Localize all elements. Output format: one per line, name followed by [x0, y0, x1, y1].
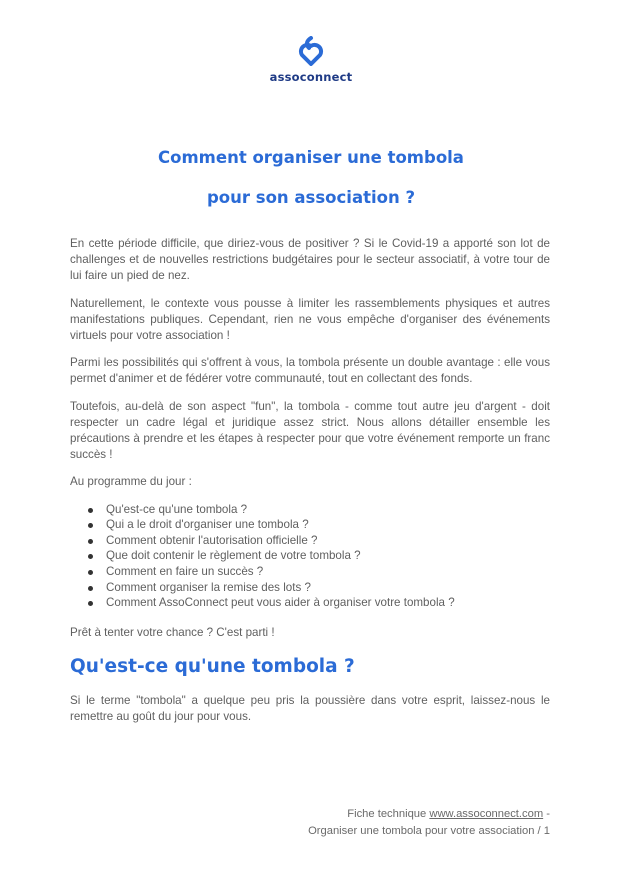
list-item: Comment organiser la remise des lots ? [106, 580, 550, 596]
section-heading: Qu'est-ce qu'une tombola ? [70, 656, 355, 677]
document-body [70, 236, 550, 737]
list-item: Qui a le droit d'organiser une tombola ? [106, 517, 550, 533]
list-item: Que doit contenir le règlement de votre tombola ? [106, 548, 550, 564]
list-item: Comment en faire un succès ? [106, 564, 550, 580]
page-footer [308, 806, 550, 839]
context-paragraph: Naturellement, le contexte vous pousse à limiter les rassemblements physiques et autres manifestations publiques. Cependant, rien ne vous empêche d'organiser des événements virtuels pour votre association ! [70, 296, 550, 343]
footer-line-2: Organiser une tombola pour votre association / 1 [308, 824, 550, 837]
advantage-paragraph: Parmi les possibilités qui s'offrent à vous, la tombola présente un double avantage : elle vous permet d'animer et de fédérer votre communauté, tout en collectant des fonds. [70, 356, 550, 386]
assoconnect-logo-icon [298, 36, 324, 66]
logo [0, 36, 622, 84]
footer-website-link[interactable]: www.assoconnect.com [429, 808, 544, 820]
footer-line-1 [308, 806, 550, 823]
section-paragraph: Si le terme "tombola" a quelque peu pris la poussière dans votre esprit, laissez-nous le remettre au goût du jour pour vous. [70, 694, 550, 724]
intro-paragraph: En cette période difficile, que diriez-vous de positiver ? Si le Covid-19 a apporté son lot de challenges et de nouvelles restrictions budgétaires pour le secteur associatif, à votre tour de lui faire un pied de nez. [70, 237, 550, 283]
footer-prefix: Fiche technique [347, 808, 430, 820]
legal-paragraph: Toutefois, au-delà de son aspect "fun", la tombola - comme tout autre jeu d'argent - doit respecter un cadre légal et juridique assez strict. Nous allons détailler ensemble les précautions à prendre et les étapes à respecter pour que votre événement remporte un franc succès ! [70, 399, 550, 462]
list-item: Qu'est-ce qu'une tombola ? [106, 502, 550, 518]
program-list [70, 502, 550, 611]
list-item: Comment AssoConnect peut vous aider à organiser votre tombola ? [106, 595, 550, 611]
closing-paragraph: Prêt à tenter votre chance ? C'est parti ! [70, 625, 275, 639]
list-item: Comment obtenir l'autorisation officielle ? [106, 533, 550, 549]
brand-name: assoconnect [269, 70, 353, 84]
program-intro: Au programme du jour : [70, 475, 192, 489]
page-title-line-1: Comment organiser une tombola [158, 148, 464, 167]
footer-suffix: - [543, 808, 550, 820]
page-title-line-2: pour son association ? [206, 188, 416, 207]
